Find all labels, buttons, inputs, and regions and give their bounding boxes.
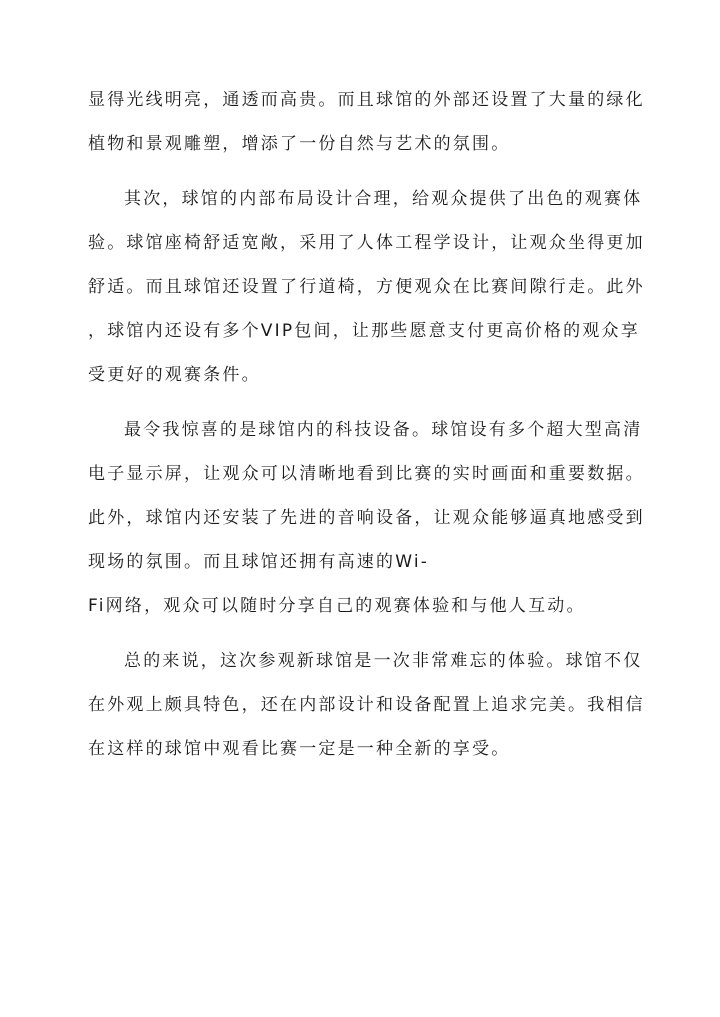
text-line: 验。球馆座椅舒适宽敞，采用了人体工程学设计，让观众坐得更加 [88, 233, 645, 253]
text-line: 此外，球馆内还安装了先进的音响设备，让观众能够逼真地感受到 [88, 508, 645, 528]
text-line: 在这样的球馆中观看比赛一定是一种全新的享受。 [88, 739, 511, 759]
text-line: 受更好的观赛条件。 [88, 365, 261, 385]
text-line: 舒适。而且球馆还设置了行道椅，方便观众在比赛间隙行走。此外 [88, 277, 645, 297]
paragraph-first-line: 总的来说，这次参观新球馆是一次非常难忘的体验。球馆不仅 [124, 651, 643, 671]
text-line: 显得光线明亮，通透而高贵。而且球馆的外部还设置了大量的绿化 [88, 90, 645, 110]
text-line: 在外观上颇具特色，还在内部设计和设备配置上追求完美。我相信 [88, 695, 645, 715]
text-line: 植物和景观雕塑，增添了一份自然与艺术的氛围。 [88, 134, 511, 154]
text-line: Fi网络，观众可以随时分享自己的观赛体验和与他人互动。 [88, 596, 586, 616]
paragraph-first-line: 其次，球馆的内部布局设计合理，给观众提供了出色的观赛体 [124, 189, 643, 209]
text-line: 电子显示屏，让观众可以清晰地看到比赛的实时画面和重要数据。 [88, 464, 645, 484]
paragraph-first-line: 最令我惊喜的是球馆内的科技设备。球馆设有多个超大型高清 [124, 420, 643, 440]
text-line: 现场的氛围。而且球馆还拥有高速的Wi- [88, 552, 430, 572]
text-line: ，球馆内还设有多个VIP包间，让那些愿意支付更高价格的观众享 [88, 321, 640, 341]
